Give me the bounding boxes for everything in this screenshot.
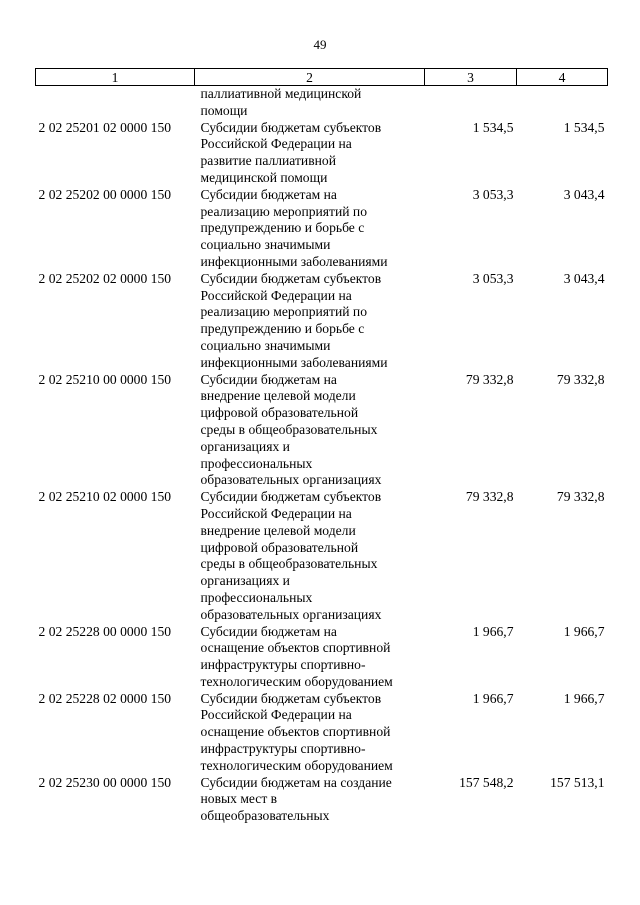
- income-code: 2 02 25230 00 0000 150: [38, 774, 172, 790]
- amount-col-3: 1 966,7: [472, 623, 514, 639]
- amount-col-3: 3 053,3: [472, 186, 514, 202]
- amount-col-4: 157 513,1: [550, 774, 605, 790]
- amount-col-4: 3 043,4: [563, 186, 605, 202]
- income-code: 2 02 25228 00 0000 150: [38, 623, 172, 639]
- amount-col-3: 1 534,5: [472, 119, 514, 135]
- income-name: Субсидии бюджетам на создание новых мест в общеобразовательных: [200, 774, 392, 824]
- income-code: 2 02 25210 02 0000 150: [38, 489, 172, 505]
- income-name: Субсидии бюджетам субъектов Российской Федерации на реализацию мероприятий по предупреждению и борьбе с социально значимыми инфекционными заболеваниями: [200, 270, 388, 370]
- income-name: Субсидии бюджетам на внедрение целевой модели цифровой образовательной среды в общеобразовательных организациях и профессиональных образовательных организациях: [200, 371, 382, 488]
- amount-col-3: 1 966,7: [472, 690, 514, 706]
- income-code: 2 02 25201 02 0000 150: [38, 119, 172, 135]
- table-body: [36, 86, 608, 826]
- amount-col-4: 3 043,4: [563, 270, 605, 286]
- amount-col-3: 157 548,2: [459, 774, 514, 790]
- income-code: 2 02 25210 00 0000 150: [38, 371, 172, 387]
- amount-col-4: [517, 86, 608, 120]
- income-name: Субсидии бюджетам субъектов Российской Федерации на внедрение целевой модели цифровой образовательной среды в общеобразовательных организациях и профессиональных образовательных организациях: [200, 489, 382, 622]
- header-col-3: 3: [425, 69, 517, 86]
- amount-col-3: 3 053,3: [472, 270, 514, 286]
- table-row: [36, 187, 608, 271]
- table-row: [36, 372, 608, 490]
- page-number: 49: [313, 37, 327, 52]
- header-col-2: 2: [195, 69, 425, 86]
- table-row: [36, 489, 608, 623]
- amount-col-4: 79 332,8: [556, 489, 605, 505]
- table-row: [36, 691, 608, 775]
- amount-col-3: [425, 86, 517, 120]
- table-row: [36, 86, 608, 120]
- income-name: Субсидии бюджетам на реализацию мероприятий по предупреждению и борьбе с социально значимыми инфекционными заболеваниями: [200, 186, 388, 269]
- income-name: Субсидии бюджетам субъектов Российской Федерации на развитие паллиативной медицинской помощи: [200, 119, 382, 185]
- header-col-4: 4: [517, 69, 608, 86]
- table-row: [36, 120, 608, 187]
- income-name: Субсидии бюджетам субъектов Российской Федерации на оснащение объектов спортивной инфраструктуры спортивно- технологическим оборудованием: [200, 690, 393, 773]
- amount-col-4: 1 966,7: [563, 690, 605, 706]
- amount-col-4: 1 966,7: [563, 623, 605, 639]
- amount-col-4: 79 332,8: [556, 371, 605, 387]
- income-code: 2 02 25202 00 0000 150: [38, 186, 172, 202]
- header-row: [36, 69, 608, 86]
- table-row: [36, 271, 608, 372]
- amount-col-3: 79 332,8: [465, 489, 514, 505]
- income-code: 2 02 25202 02 0000 150: [38, 270, 172, 286]
- table-row: [36, 775, 608, 825]
- amount-col-4: 1 534,5: [563, 119, 605, 135]
- amount-col-3: 79 332,8: [465, 371, 514, 387]
- income-code: [36, 86, 195, 120]
- budget-table: [35, 68, 608, 825]
- header-col-1: 1: [36, 69, 195, 86]
- table-row: [36, 624, 608, 691]
- income-code: 2 02 25228 02 0000 150: [38, 690, 172, 706]
- table-header: [36, 69, 608, 86]
- income-name: паллиативной медицинской помощи: [200, 86, 362, 118]
- income-name: Субсидии бюджетам на оснащение объектов спортивной инфраструктуры спортивно- технологическим оборудованием: [200, 623, 393, 689]
